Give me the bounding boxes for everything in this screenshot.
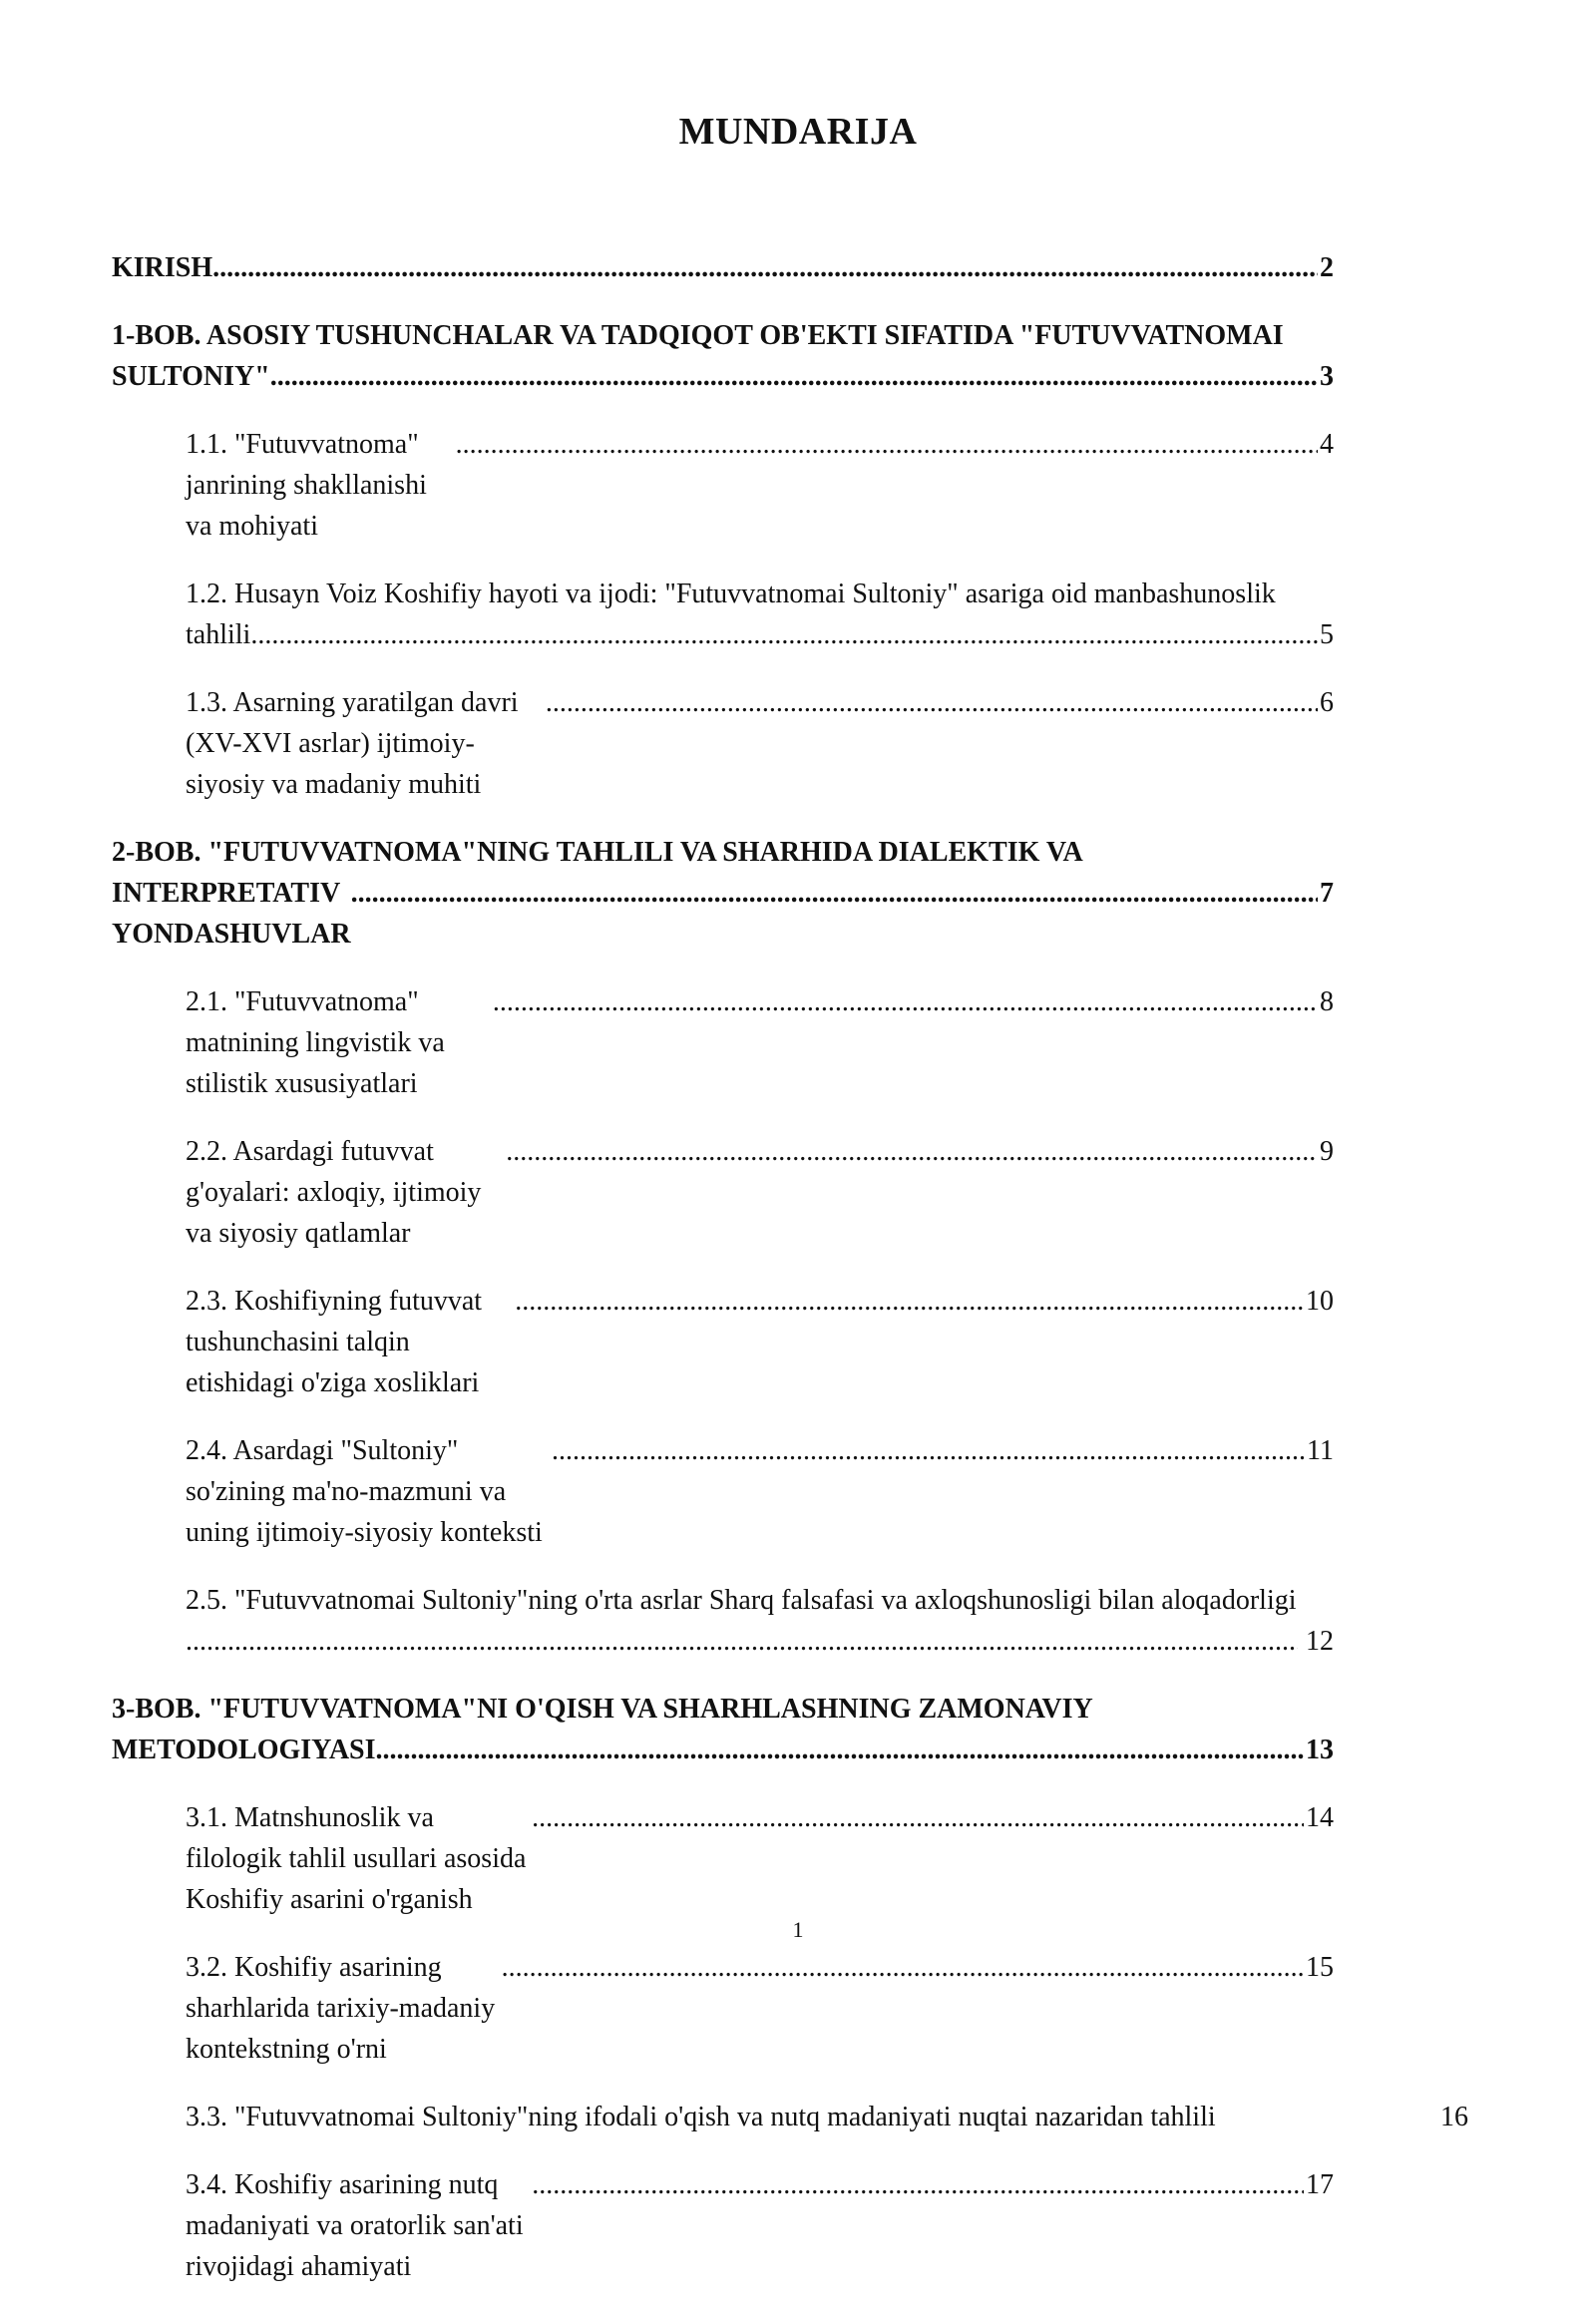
- toc-page-number: 2: [1320, 252, 1334, 283]
- toc-entry-chapter-2[interactable]: [112, 832, 1334, 955]
- dot-leader: [456, 424, 1318, 465]
- toc-entry-section-2-5[interactable]: [186, 1580, 1334, 1662]
- toc-entry-title-line-1: 2.5. "Futuvvatnomai Sultoniy"ning o'rta asrlar Sharq falsafasi va axloqshunosligi bilan aloqadorligi: [186, 1585, 1297, 1616]
- toc-entry-title-line-1: 3-BOB. "FUTUVVATNOMA"NI O'QISH VA SHARHLASHNING ZAMONAVIY: [112, 1694, 1093, 1725]
- page-number-footer: 1: [792, 1917, 804, 1942]
- toc-page-number: 12: [1306, 1626, 1334, 1657]
- toc-entry-section-3-1[interactable]: [186, 1797, 1334, 1920]
- toc-entry-title-line-2: INTERPRETATIV YONDASHUVLAR: [112, 878, 351, 950]
- toc-entry-section-1-1[interactable]: [186, 424, 1334, 547]
- toc-entry-title: 2.1. "Futuvvatnoma" matnining lingvistik va stilistik xususiyatlari: [186, 986, 445, 1099]
- dot-leader: [515, 1281, 1304, 1322]
- dot-leader: [186, 1621, 1298, 1662]
- toc-entry-chapter-3[interactable]: [112, 1689, 1334, 1770]
- toc-page-number: 15: [1306, 1952, 1334, 1983]
- dot-leader: [532, 1797, 1304, 1838]
- toc-page-number: 10: [1306, 1286, 1334, 1317]
- toc-entry-section-2-1[interactable]: [186, 981, 1334, 1104]
- toc-entry-title: 3.1. Matnshunoslik va filologik tahlil usullari asosida Koshifiy asarini o'rganish: [186, 1802, 527, 1915]
- dot-leader: [546, 682, 1318, 723]
- toc-entry-title: 2.3. Koshifiyning futuvvat tushunchasini talqin etishidagi o'ziga xosliklari: [186, 1286, 483, 1398]
- dot-leader: [552, 1430, 1305, 1471]
- toc-entry-kirish[interactable]: [112, 247, 1334, 288]
- toc-entry-section-2-4[interactable]: [186, 1430, 1334, 1553]
- toc-page-number: 7: [1320, 878, 1334, 909]
- toc-entry-section-3-4[interactable]: [186, 2164, 1334, 2287]
- toc-entry-section-2-3[interactable]: [186, 1281, 1334, 1403]
- dot-leader: [532, 2164, 1304, 2205]
- toc-entry-title: 3.4. Koshifiy asarining nutq madaniyati va oratorlik san'ati rivojidagi ahamiyati: [186, 2169, 524, 2282]
- toc-entry-title: 1.1. "Futuvvatnoma" janrining shakllanishi va mohiyati: [186, 429, 427, 542]
- toc-page-number: 4: [1320, 429, 1334, 460]
- toc-entry-title: 3.3. "Futuvvatnomai Sultoniy"ning ifodali o'qish va nutq madaniyati nuqtai nazaridan tahlili: [186, 2102, 1216, 2132]
- toc-entry-title-line-2: METODOLOGIYASI: [112, 1735, 376, 1765]
- toc-entry-title: 2.2. Asardagi futuvvat g'oyalari: axloqiy, ijtimoiy va siyosiy qatlamlar: [186, 1136, 482, 1249]
- toc-page-number: 17: [1306, 2169, 1334, 2200]
- toc-entry-title-line-1: 1.2. Husayn Voiz Koshifiy hayoti va ijodi: "Futuvvatnomai Sultoniy" asariga oid manbashunoslik: [186, 578, 1276, 609]
- toc-page-number: 13: [1306, 1735, 1334, 1765]
- dot-leader: [250, 614, 1318, 655]
- toc-entry-section-1-2[interactable]: [186, 574, 1334, 655]
- dot-leader: [212, 247, 1318, 288]
- toc-entry-title: 2.4. Asardagi "Sultoniy" so'zining ma'no-mazmuni va uning ijtimoiy-siyosiy konteksti: [186, 1435, 543, 1548]
- toc-page-number: 16: [1440, 2102, 1468, 2132]
- toc-entry-title: 3.2. Koshifiy asarining sharhlarida tarixiy-madaniy kontekstning o'rni: [186, 1952, 496, 2065]
- toc-entry-title: 1.3. Asarning yaratilgan davri (XV-XVI asrlar) ijtimoiy-siyosiy va madaniy muhiti: [186, 687, 519, 800]
- toc-entry-title-line-1: 1-BOB. ASOSIY TUSHUNCHALAR VA TADQIQOT OB'EKTI SIFATIDA "FUTUVVATNOMAI: [112, 320, 1284, 351]
- toc-entry-title-line-2: SULTONIY": [112, 361, 270, 392]
- dot-leader: [493, 981, 1318, 1022]
- toc-entry-section-2-2[interactable]: [186, 1131, 1334, 1254]
- toc-page-number: 11: [1307, 1435, 1334, 1466]
- toc-entry-title-line-1: 2-BOB. "FUTUVVATNOMA"NING TAHLILI VA SHARHIDA DIALEKTIK VA: [112, 837, 1083, 868]
- toc-entry-title: KIRISH: [112, 252, 213, 283]
- toc-page-number: 5: [1320, 619, 1334, 650]
- dot-leader: [351, 873, 1318, 914]
- toc-page-number: 8: [1320, 986, 1334, 1017]
- toc-entry-chapter-1[interactable]: [112, 315, 1334, 397]
- toc-entry-section-3-2[interactable]: [186, 1947, 1334, 2070]
- dot-leader: [376, 1730, 1304, 1770]
- toc-page-number: 6: [1320, 687, 1334, 718]
- toc-entry-section-3-3[interactable]: [186, 2097, 1468, 2137]
- dot-leader: [506, 1131, 1318, 1172]
- toc-page-number: 9: [1320, 1136, 1334, 1167]
- toc-page-number: 14: [1306, 1802, 1334, 1833]
- table-of-contents: [112, 247, 1468, 2314]
- dot-leader: [270, 356, 1318, 397]
- toc-entry-title-line-2: tahlili: [186, 619, 251, 650]
- toc-entry-section-1-3[interactable]: [186, 682, 1334, 805]
- page-title: MUNDARIJA: [678, 111, 918, 153]
- dot-leader: [502, 1947, 1304, 1988]
- toc-page-number: 3: [1320, 361, 1334, 392]
